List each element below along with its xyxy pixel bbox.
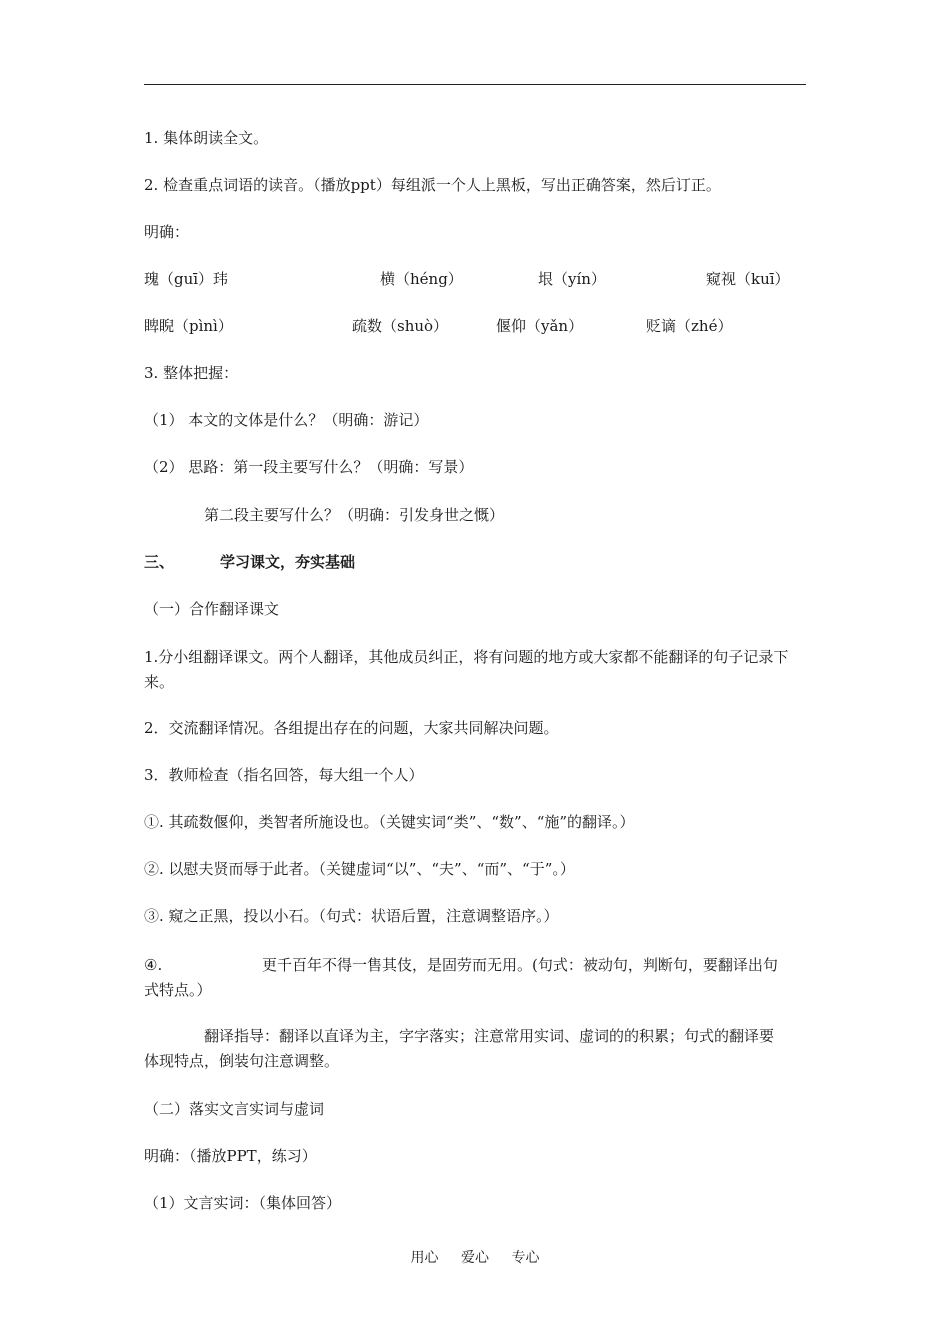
translation-guide: 翻译指导：翻译以直译为主，字字落实；注意常用实词、虚词的的积累；句式的翻译要 [204,1027,775,1045]
subsection-1: （一）合作翻译课文 [144,600,280,618]
translation-guide-cont: 体现特点，倒装句注意调整。 [144,1052,340,1070]
pron-item: 睥睨（pìnì） [144,317,233,335]
header-rule [144,84,806,85]
task-3: 3．教师检查（指名回答，每大组一个人） [144,766,424,784]
pron-item: 垠（yín） [538,270,606,288]
clarify-label: 明确： [144,223,190,241]
pron-item: 窥视（kuī） [706,270,790,288]
sentence-4-number: ④. [144,956,163,974]
step-2: 2. 检查重点词语的读音。（播放ppt）每组派一个人上黑板，写出正确答案，然后订正。 [144,176,721,194]
pron-item: 瑰（guī）玮 [144,270,229,288]
step-1: 1. 集体朗读全文。 [144,129,269,147]
step-3: 3. 整体把握： [144,364,239,382]
question-1: （1） 本文的文体是什么？（明确：游记） [144,411,429,429]
task-1: 1.分小组翻译课文。两个人翻译，其他成员纠正，将有问题的地方或大家都不能翻译的句子记录下来。 [144,648,789,691]
pron-item: 偃仰（yǎn） [496,317,584,335]
page-footer [0,1248,950,1268]
sentence-2: ②. 以慰夫贤而辱于此者。（关键虚词“以”、“夫”、“而”、“于”。） [144,860,575,878]
pron-item: 横（héng） [380,270,463,288]
footer-word: 专心 [511,1250,540,1266]
clarify-ppt: 明确：（播放PPT，练习） [144,1147,317,1165]
question-2-cont: 第二段主要写什么？（明确：引发身世之慨） [204,506,505,524]
sentence-4-cont: 式特点。） [144,981,212,999]
footer-word: 用心 [410,1250,439,1266]
pron-item: 疏数（shuò） [352,317,449,335]
question-2: （2） 思路：第一段主要写什么？（明确：写景） [144,458,474,476]
pron-item: 贬谪（zhé） [646,317,733,335]
sentence-3: ③. 窥之正黑，投以小石。（句式：状语后置，注意调整语序。） [144,907,559,925]
sentence-4: 更千百年不得一售其伎，是固劳而无用。(句式：被动句，判断句，要翻译出句 [262,956,778,974]
sentence-1: ①. 其疏数偃仰，类智者所施设也。（关键实词“类”、“数”、“施”的翻译。） [144,813,635,831]
footer-word: 爱心 [461,1250,489,1266]
section-number: 三、 [144,553,175,571]
subsection-2: （二）落实文言实词与虚词 [144,1100,325,1118]
section-heading: 学习课文，夯实基础 [220,553,356,571]
content-words: （1）文言实词：（集体回答） [144,1194,342,1212]
task-2: 2．交流翻译情况。各组提出存在的问题，大家共同解决问题。 [144,719,559,737]
